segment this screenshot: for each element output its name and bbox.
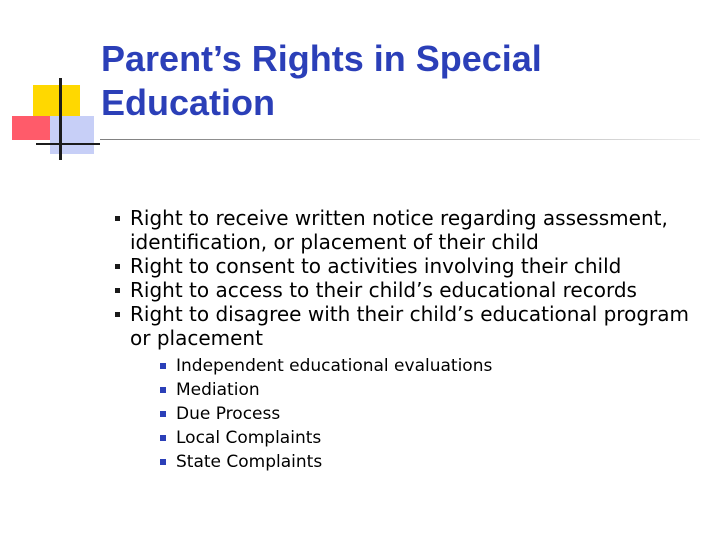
sub-bullet-item — [159, 450, 703, 474]
sub-bullet-item — [159, 426, 703, 450]
bullet-text: Right to consent to activities involving their child — [130, 254, 622, 278]
sub-bullet-text: Due Process — [176, 404, 281, 424]
title-divider — [100, 139, 700, 140]
square-sub-bullet-icon — [160, 459, 166, 465]
square-sub-bullet-icon — [160, 435, 166, 441]
sub-bullet-text: Mediation — [176, 380, 260, 400]
bullet-item — [113, 206, 703, 254]
sub-bullet-item — [159, 402, 703, 426]
bullet-item — [113, 278, 703, 302]
square-sub-bullet-icon — [160, 411, 166, 417]
sub-bullet-text: Independent educational evaluations — [176, 356, 493, 376]
square-sub-bullet-icon — [160, 363, 166, 369]
logo-blue-square — [50, 116, 94, 154]
logo-red-bar — [12, 116, 52, 140]
sub-bullet-item — [159, 354, 703, 378]
square-bullet-icon — [115, 216, 120, 221]
sub-bullet-text: State Complaints — [176, 452, 323, 472]
logo-horizontal-line — [36, 143, 100, 145]
bullet-item — [113, 302, 703, 474]
slide-title — [101, 37, 701, 125]
logo-vertical-line — [59, 78, 62, 160]
square-bullet-icon — [115, 264, 120, 269]
bullet-text: Right to disagree with their child’s educational program or placement — [130, 302, 689, 350]
bullet-text: Right to receive written notice regarding assessment, identification, or placement of their child — [130, 206, 668, 254]
bullet-item — [113, 254, 703, 278]
square-bullet-icon — [115, 288, 120, 293]
sub-bullet-text: Local Complaints — [176, 428, 322, 448]
slide-title-line-1: Parent’s Rights in Special — [101, 38, 542, 79]
slide-title-line-2: Education — [101, 82, 276, 123]
square-sub-bullet-icon — [160, 387, 166, 393]
square-bullet-icon — [115, 312, 120, 317]
sub-bullet-list — [130, 354, 703, 474]
bullet-list — [113, 206, 703, 474]
sub-bullet-item — [159, 378, 703, 402]
bullet-text: Right to access to their child’s educational records — [130, 278, 637, 302]
